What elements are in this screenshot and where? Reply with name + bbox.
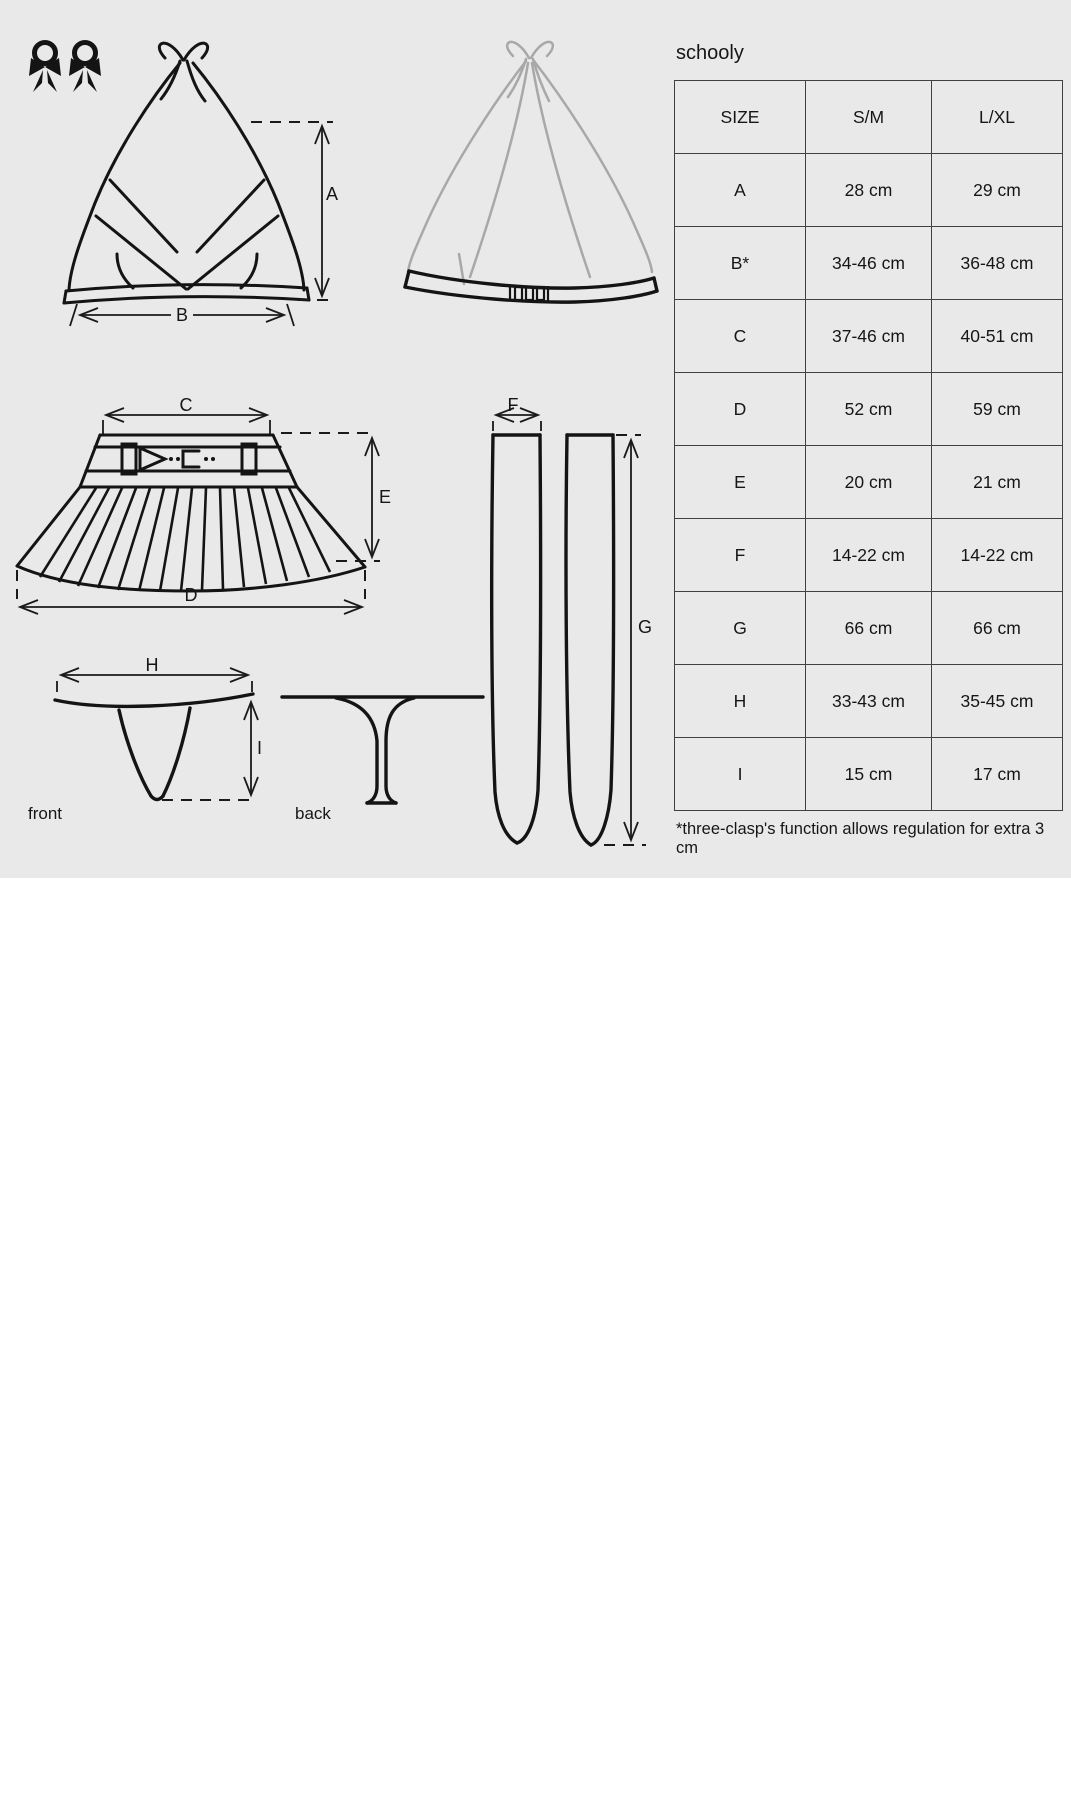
header-size: SIZE [675, 81, 806, 154]
table-row [675, 300, 1063, 373]
row-sm-value: 52 cm [806, 373, 932, 446]
bow-icon [29, 43, 61, 93]
bra-front-drawing [64, 43, 309, 303]
row-sm-value: 66 cm [806, 592, 932, 665]
row-label: D [675, 373, 806, 446]
dimension-label-h: H [145, 655, 159, 675]
dimension-label-e: E [379, 487, 392, 507]
dimension-h [57, 675, 252, 692]
row-lxl-value: 59 cm [932, 373, 1063, 446]
dimension-f [493, 415, 541, 431]
row-sm-value: 37-46 cm [806, 300, 932, 373]
row-sm-value: 34-46 cm [806, 227, 932, 300]
table-row [675, 373, 1063, 446]
row-label: H [675, 665, 806, 738]
row-lxl-value: 14-22 cm [932, 519, 1063, 592]
row-lxl-value: 17 cm [932, 738, 1063, 811]
dimension-label-c: C [179, 395, 193, 415]
row-label: F [675, 519, 806, 592]
dimension-label-b: B [171, 305, 193, 326]
header-lxl: L/XL [932, 81, 1063, 154]
row-sm-value: 28 cm [806, 154, 932, 227]
row-label: C [675, 300, 806, 373]
bra-back-drawing [405, 42, 657, 302]
row-label: E [675, 446, 806, 519]
table-row [675, 154, 1063, 227]
row-lxl-value: 36-48 cm [932, 227, 1063, 300]
dimension-label-i: I [257, 738, 263, 758]
table-row [675, 738, 1063, 811]
clasp-footnote: *three-clasp's function allows regulation for extra 3 cm [676, 820, 1045, 858]
dimension-label-d: D [184, 585, 198, 605]
table-row [675, 519, 1063, 592]
dimension-label-f: F [507, 395, 519, 415]
skirt-drawing [17, 415, 380, 607]
skirt-pleats [40, 488, 330, 591]
front-view-label: front [28, 804, 63, 823]
dimension-a [251, 122, 333, 300]
row-label: G [675, 592, 806, 665]
row-sm-value: 14-22 cm [806, 519, 932, 592]
stockings-drawing [492, 415, 646, 845]
row-sm-value: 20 cm [806, 446, 932, 519]
row-lxl-value: 21 cm [932, 446, 1063, 519]
table-row [675, 592, 1063, 665]
bra-band-clasp [405, 271, 657, 302]
dimension-i [162, 702, 252, 800]
panties-front-drawing [55, 675, 253, 800]
row-label: B* [675, 227, 806, 300]
table-row [675, 446, 1063, 519]
row-label: A [675, 154, 806, 227]
row-lxl-value: 66 cm [932, 592, 1063, 665]
row-label: I [675, 738, 806, 811]
row-lxl-value: 29 cm [932, 154, 1063, 227]
row-sm-value: 33-43 cm [806, 665, 932, 738]
diagram-panel [0, 0, 1071, 878]
table-row [675, 227, 1063, 300]
table-row [675, 665, 1063, 738]
size-table-header-row [675, 81, 1063, 154]
panties-back-drawing [282, 697, 483, 803]
size-table [674, 80, 1063, 811]
row-lxl-value: 40-51 cm [932, 300, 1063, 373]
back-view-label: back [295, 804, 331, 823]
dimension-label-a: A [326, 184, 339, 204]
header-sm: S/M [806, 81, 932, 154]
row-sm-value: 15 cm [806, 738, 932, 811]
bow-icon [69, 43, 101, 93]
product-title: schooly [676, 42, 744, 64]
dimension-label-g: G [638, 617, 653, 637]
row-lxl-value: 35-45 cm [932, 665, 1063, 738]
